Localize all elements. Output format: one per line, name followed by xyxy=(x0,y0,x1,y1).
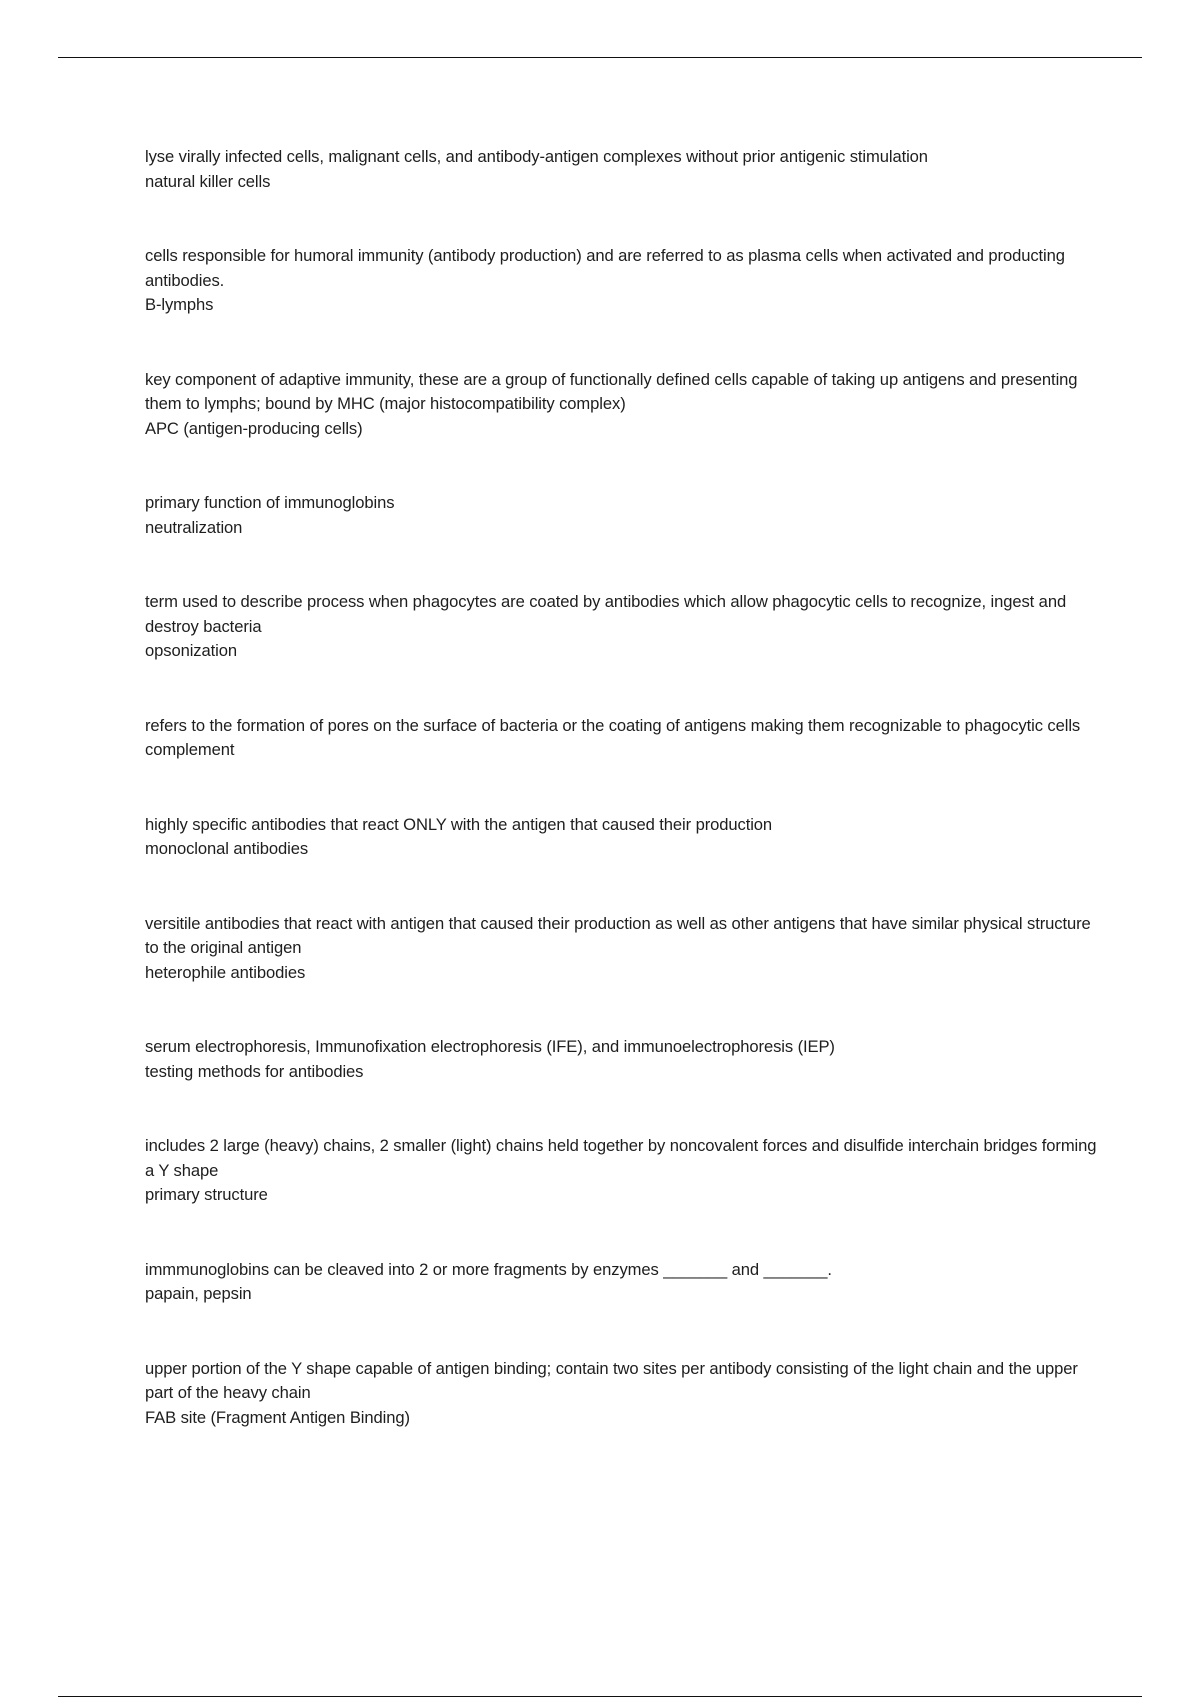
card-gap xyxy=(145,985,1100,1035)
card-definition: B-lymphs xyxy=(145,295,214,314)
card-term: highly specific antibodies that react ONLY with the antigen that caused their production xyxy=(145,814,773,834)
bottom-rule xyxy=(58,1696,1142,1697)
flashcard-list xyxy=(145,145,1100,1430)
card-definition: heterophile antibodies xyxy=(145,962,306,982)
top-rule xyxy=(58,57,1142,58)
flashcard xyxy=(145,1258,1100,1307)
card-gap xyxy=(145,441,1100,491)
card-term: includes 2 large (heavy) chains, 2 smaller (light) chains held together by noncovalent forces and disulfide interchain bridges forming a Y shape xyxy=(145,1136,1097,1180)
card-term: refers to the formation of pores on the surface of bacteria or the coating of antigens making them recognizable to phagocytic cells xyxy=(145,715,1081,735)
card-term: cells responsible for humoral immunity (antibody production) and are referred to as plasma cells when activated and producting antibodies. xyxy=(145,246,1065,290)
card-definition: neutralization xyxy=(145,517,243,537)
flashcard xyxy=(145,145,1100,194)
card-term: lyse virally infected cells, malignant cells, and antibody-antigen complexes without prior antigenic stimulation xyxy=(145,147,928,166)
flashcard xyxy=(145,813,1100,862)
card-gap xyxy=(145,194,1100,244)
card-gap xyxy=(145,763,1100,813)
flashcard xyxy=(145,1035,1100,1084)
card-gap xyxy=(145,664,1100,714)
card-definition: natural killer cells xyxy=(145,171,271,191)
card-definition: papain, pepsin xyxy=(145,1284,252,1303)
flashcard xyxy=(145,714,1100,763)
flashcard xyxy=(145,244,1100,318)
card-definition: primary structure xyxy=(145,1185,268,1204)
card-gap xyxy=(145,1084,1100,1134)
card-gap xyxy=(145,862,1100,912)
flashcard xyxy=(145,590,1100,664)
card-term: immmunoglobins can be cleaved into 2 or more fragments by enzymes _______ and _______. xyxy=(145,1259,832,1279)
card-definition: FAB site (Fragment Antigen Binding) xyxy=(145,1407,410,1427)
card-definition: testing methods for antibodies xyxy=(145,1061,364,1081)
flashcard xyxy=(145,1357,1100,1431)
flashcard xyxy=(145,1134,1100,1208)
flashcard xyxy=(145,368,1100,442)
card-term: primary function of immunoglobins xyxy=(145,493,395,512)
card-gap xyxy=(145,318,1100,368)
card-term: versitile antibodies that react with antigen that caused their production as well as other antigens that have similar physical structure to the original antigen xyxy=(145,913,1091,957)
card-gap xyxy=(145,1208,1100,1258)
card-term: upper portion of the Y shape capable of antigen binding; contain two sites per antibody consisting of the light chain and the upper part of the heavy chain xyxy=(145,1358,1078,1402)
flashcard xyxy=(145,912,1100,986)
card-definition: monoclonal antibodies xyxy=(145,839,309,858)
card-definition: opsonization xyxy=(145,641,237,660)
card-definition: APC (antigen-producing cells) xyxy=(145,418,363,438)
flashcard xyxy=(145,491,1100,540)
card-gap xyxy=(145,1307,1100,1357)
card-term: serum electrophoresis, Immunofixation electrophoresis (IFE), and immunoelectrophoresis (IEP) xyxy=(145,1037,835,1056)
card-gap xyxy=(145,540,1100,590)
card-term: term used to describe process when phagocytes are coated by antibodies which allow phagocytic cells to recognize, ingest and destroy bacteria xyxy=(145,592,1067,636)
card-term: key component of adaptive immunity, these are a group of functionally defined cells capable of taking up antigens and presenting them to lymphs; bound by MHC (major histocompatibility complex) xyxy=(145,369,1078,413)
card-definition: complement xyxy=(145,740,235,759)
